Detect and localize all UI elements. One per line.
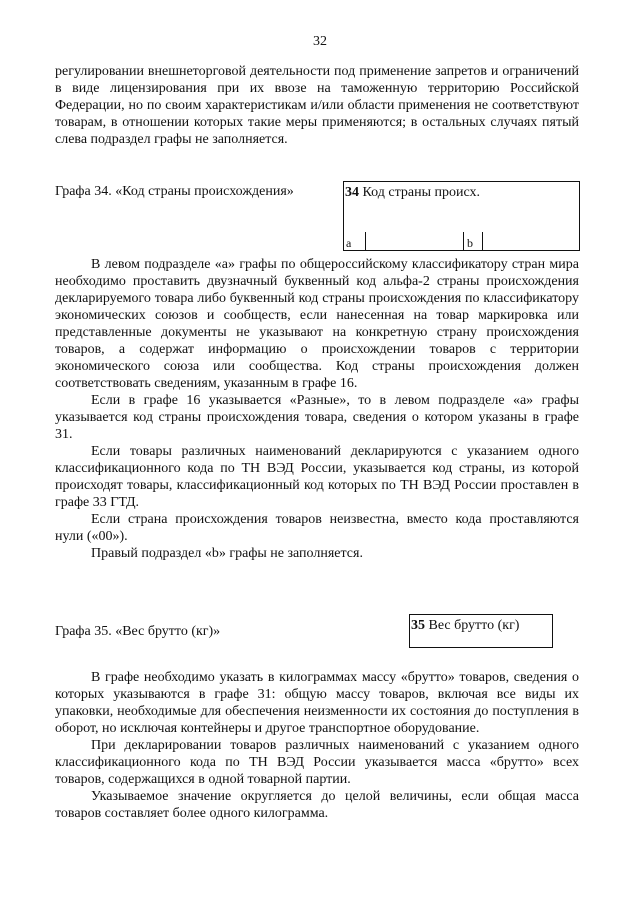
graph34-subsection-a-label: a [346, 236, 352, 250]
graph35-box-label: Вес брутто (кг) [428, 618, 520, 633]
graph34-heading: Графа 34. «Код страны происхождения» [55, 184, 294, 199]
graph35-box-number: 35 [411, 618, 425, 633]
graph34-paragraph: Если товары различных наименований декларируются с указанием одного классификационного кода по ТН ВЭД России, указывается код страны, из которой происходят товары, классификационный код которых по ТН ВЭД России проставлен в графе 33 ГТД. [55, 444, 579, 510]
graph34-divider-a [365, 232, 366, 250]
intro-paragraph [55, 63, 579, 148]
graph34-box-label: Код страны происх. [362, 185, 480, 200]
graph35-body [55, 669, 579, 822]
graph35-form-box [409, 614, 553, 648]
graph35-paragraph: Указываемое значение округляется до целой величины, если общая масса товаров составляет более одного килограмма. [55, 789, 579, 821]
graph34-divider-b [482, 232, 483, 250]
graph34-body [55, 256, 579, 562]
intro-text: регулировании внешнеторговой деятельности под применение запретов и ограничений в виде лицензирования при их ввозе на таможенную территорию Российской Федерации, но по своим характеристикам и/или области применения не соответствуют товарам, в отношении которых такие меры применяются; в остальных случаях пятый слева подраздел графы не заполняется. [55, 64, 579, 147]
graph35-paragraph: При декларировании товаров различных наименований с указанием одного классификационного кода по ТН ВЭД России указывается масса «брутто» всех товаров, содержащихся в одной товарной партии. [55, 738, 579, 787]
graph34-box-title [345, 184, 480, 201]
graph34-divider-mid [463, 232, 464, 250]
graph35-paragraph: В графе необходимо указать в килограммах массу «брутто» товаров, сведения о которых указываются в графе 31: общую массу товаров, включая все виды их упаковки, необходимые для обеспечения неизменности их состояния до поступления в оборот, но исключая контейнеры и другое транспортное оборудование. [55, 670, 579, 736]
page-number: 32 [313, 34, 327, 49]
graph34-paragraph: Правый подраздел «b» графы не заполняется. [91, 546, 363, 561]
graph34-box-number: 34 [345, 185, 359, 200]
graph34-paragraph: Если страна происхождения товаров неизвестна, вместо кода проставляются нули («00»). [55, 512, 579, 544]
graph35-box-title [411, 617, 519, 634]
graph34-subsection-b-label: b [467, 236, 473, 250]
graph35-heading: Графа 35. «Вес брутто (кг)» [55, 624, 221, 639]
graph34-paragraph: Если в графе 16 указывается «Разные», то в левом подразделе «а» графы указывается код страны происхождения товара, сведения о котором указаны в графе 31. [55, 393, 579, 442]
graph34-form-box [343, 181, 580, 251]
graph34-paragraph: В левом подразделе «а» графы по общероссийскому классификатору стран мира необходимо проставить двузначный буквенный код альфа-2 страны происхождения декларируемого товара либо буквенный код страны происхождения по классификатору экономических союзов и сообществ, если нанесенная на товар маркировка или представленные документы не указывают на конкретную страну происхождения товаров, а содержат информацию о происхождении товаров с территории экономического союза или сообщества. Код страны происхождения должен соответствовать сведениям, указанным в графе 16. [55, 257, 579, 391]
